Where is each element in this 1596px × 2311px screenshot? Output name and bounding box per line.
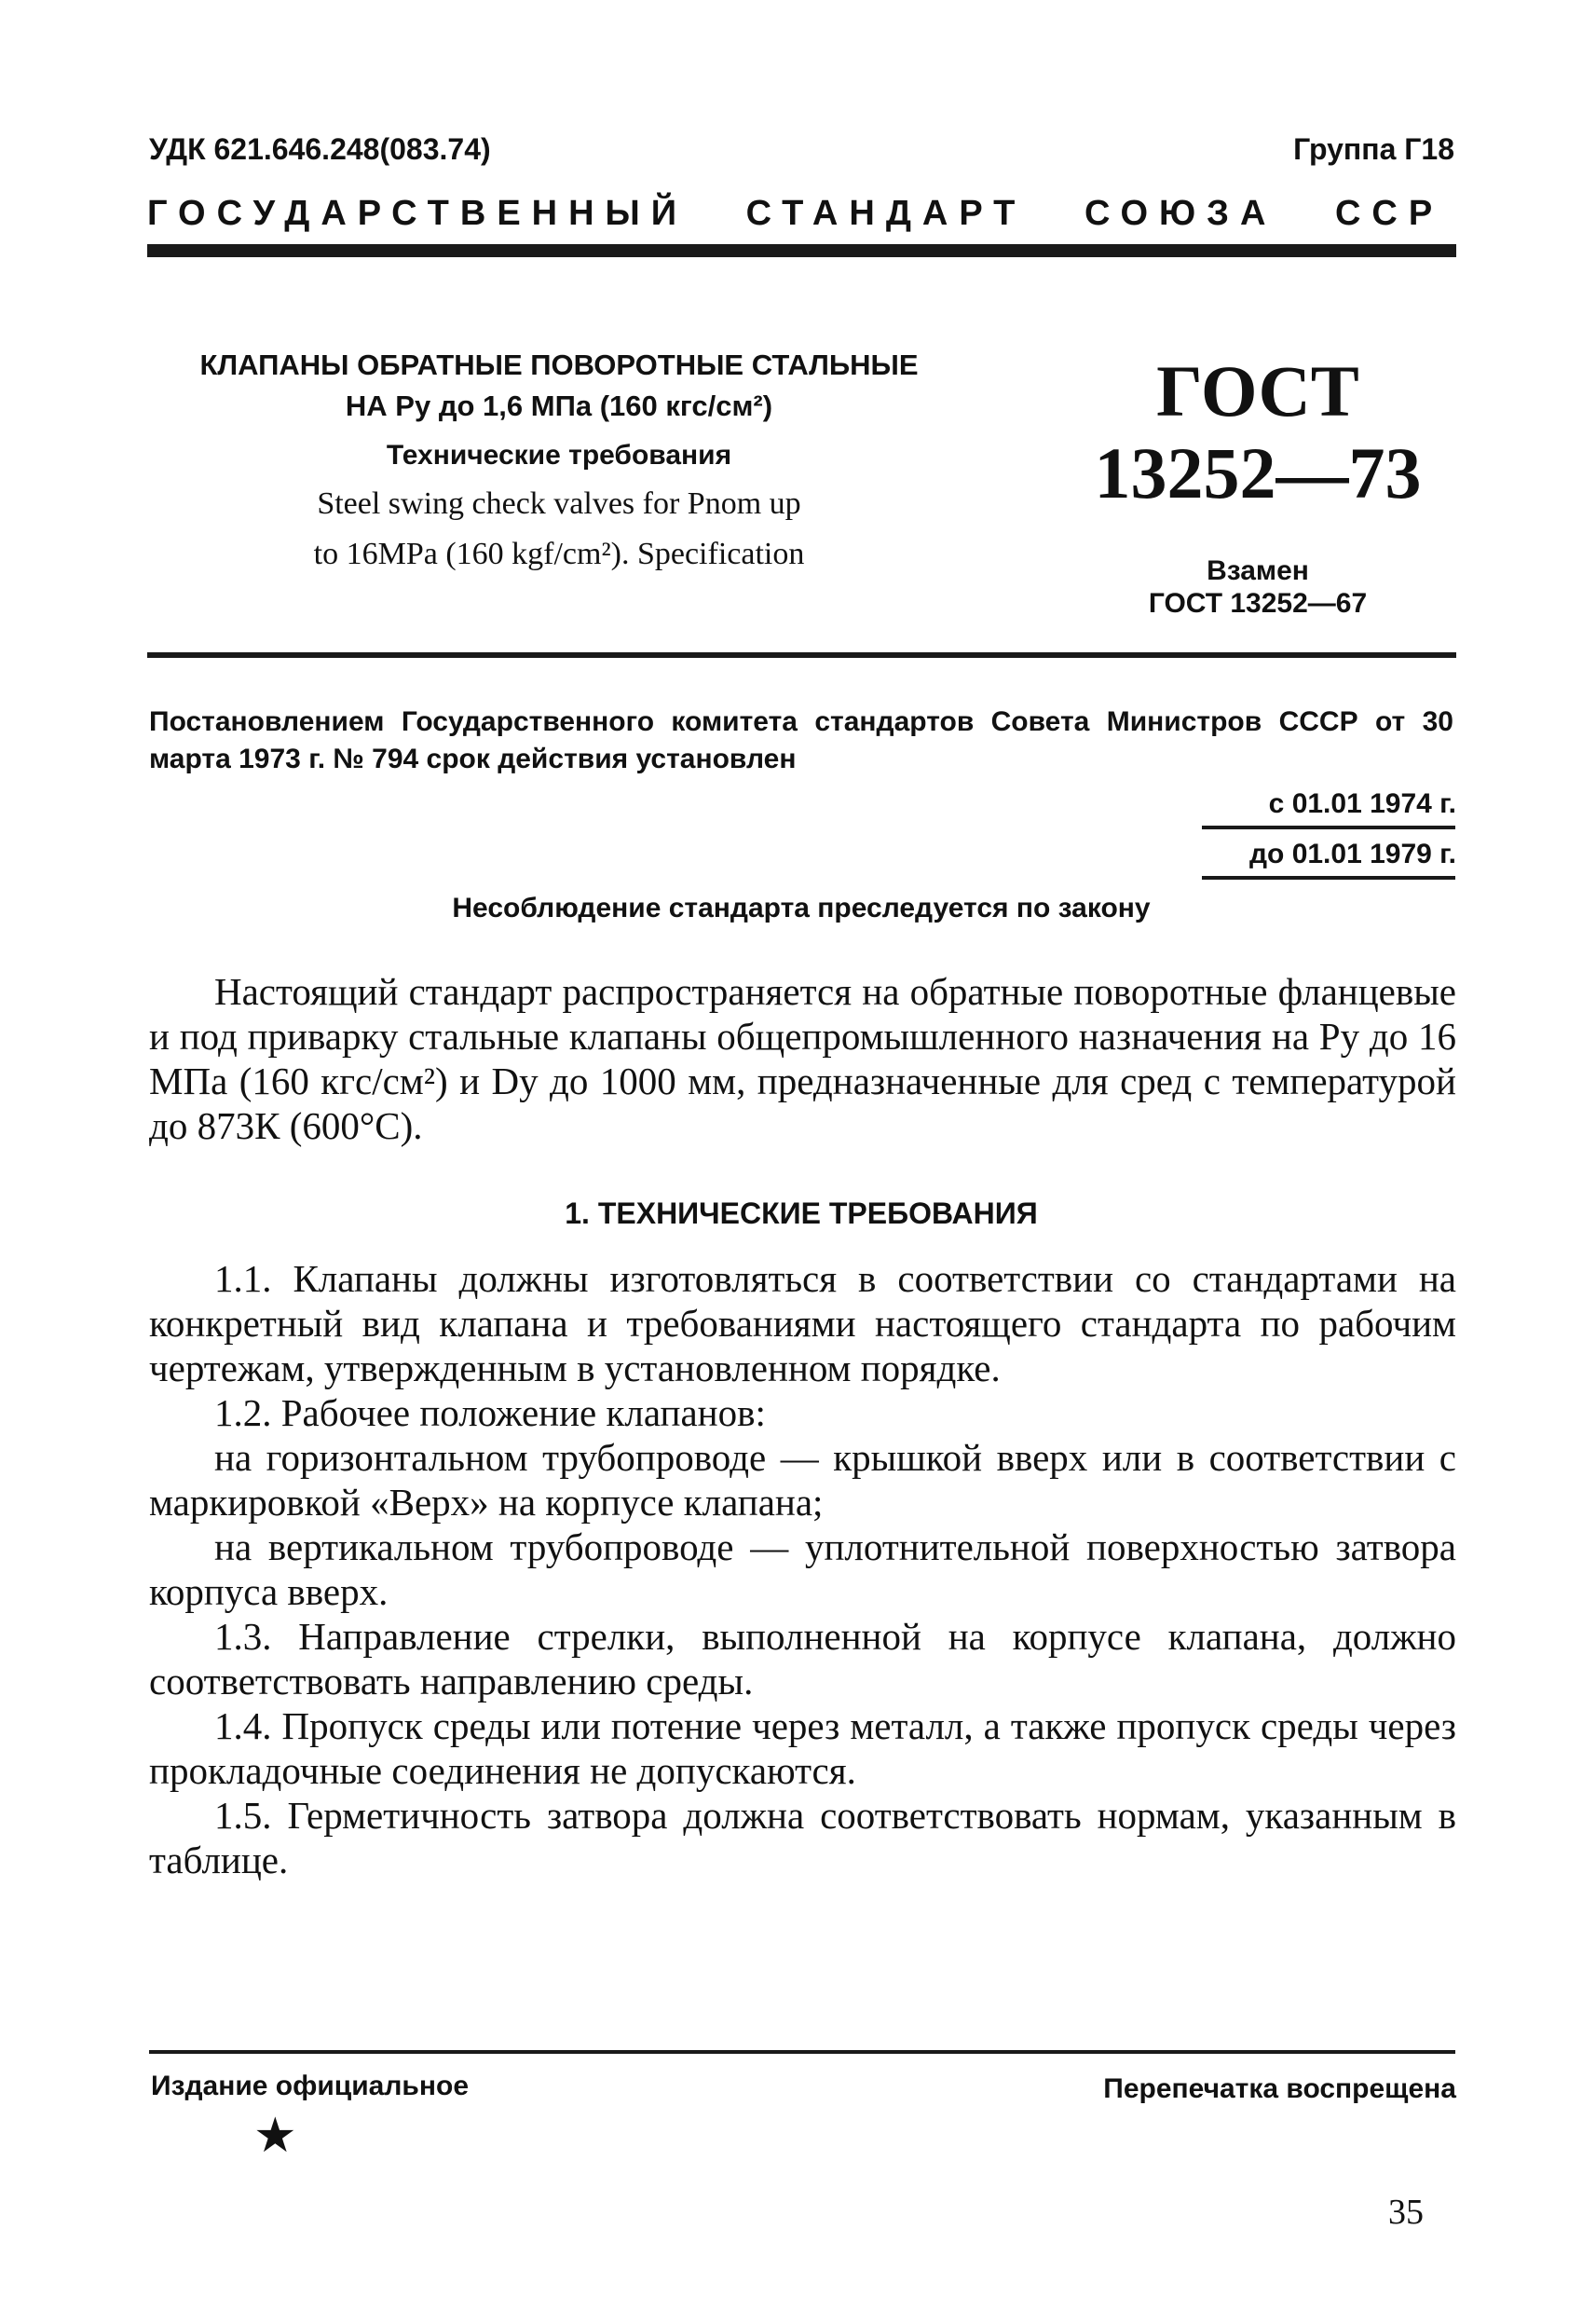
header-rule (147, 244, 1456, 257)
date-underline-1 (1202, 826, 1455, 829)
clause-1-2-vertical: на вертикальном трубопроводе — уплотнительной поверхностью затвора корпуса вверх. (149, 1525, 1456, 1613)
state-standard-heading: ГОСУДАРСТВЕННЫЙ СТАНДАРТ СОЮЗА ССР (147, 194, 1444, 233)
effective-to-date: до 01.01 1979 г. (1248, 839, 1456, 869)
section-title: 1. ТЕХНИЧЕСКИЕ ТРЕБОВАНИЯ (565, 1197, 1038, 1230)
title-block (168, 345, 950, 572)
effective-from-date: с 01.01 1974 г. (1268, 788, 1456, 819)
clause-1-2-horizontal: на горизонтальном трубопроводе — крышкой вверх или в соответствии с маркировкой «Верх» на корпусе клапана; (149, 1436, 1456, 1524)
english-title-line-1: Steel swing check valves for Pnom up (317, 486, 801, 521)
title-line-1: КЛАПАНЫ ОБРАТНЫЕ ПОВОРОТНЫЕ СТАЛЬНЫЕ (199, 349, 919, 381)
clause-1-3: 1.3. Направление стрелки, выполненной на корпусе клапана, должно соответствовать направлению среды. (149, 1615, 1456, 1702)
udk-code: УДК 621.646.248(083.74) (149, 132, 491, 166)
gost-label: ГОСТ (1156, 350, 1359, 431)
date-underline-2 (1202, 876, 1455, 880)
reprint-prohibited-label: Перепечатка воспрещена (1103, 2073, 1456, 2104)
clause-1-4: 1.4. Пропуск среды или потение через металл, а также пропуск среды через прокладочные соединения не допускаются. (149, 1704, 1456, 1792)
replaces-number: ГОСТ 13252—67 (1148, 588, 1368, 619)
title-subtitle: Технические требования (386, 440, 732, 471)
official-edition-label: Издание официальное (151, 2071, 470, 2101)
title-rule (147, 652, 1456, 658)
page-number: 35 (1388, 2193, 1424, 2232)
intro-section (149, 969, 1456, 1148)
law-notice: Несоблюдение стандарта преследуется по закону (452, 893, 1151, 923)
requirements-list (149, 1256, 1456, 1882)
decree-text: Постановлением Государственного комитета стандартов Совета Министров СССР от 30 марта 1973 г. № 794 срок действия установлен (149, 706, 1453, 774)
title-line-2: НА Pу до 1,6 МПа (160 кгс/см²) (345, 390, 773, 422)
gost-number: 13252—73 (1094, 432, 1422, 513)
star-icon: ★ (253, 2108, 297, 2164)
clause-1-1: 1.1. Клапаны должны изготовляться в соответствии со стандартами на конкретный вид клапана и требованиями настоящего стандарта по рабочим чертежам, утвержденным в установленном порядке. (149, 1257, 1456, 1389)
footer-rule (149, 2050, 1455, 2054)
clause-1-2: 1.2. Рабочее положение клапанов: (214, 1391, 766, 1434)
intro-paragraph: Настоящий стандарт распространяется на обратные поворотные фланцевые и под приварку стальные клапаны общепромышленного назначения на Pу до 16 МПа (160 кгс/см²) и Dу до 1000 мм, предназначенные для сред с температурой до 873К (600°С). (149, 970, 1456, 1147)
english-title-line-2: to 16MPa (160 kgf/cm²). Specification (313, 537, 805, 571)
gost-block (1071, 352, 1444, 621)
replaces-label: Взамен (1207, 555, 1309, 586)
group-code: Группа Г18 (1293, 132, 1454, 166)
clause-1-5: 1.5. Герметичность затвора должна соответствовать нормам, указанным в таблице. (149, 1794, 1456, 1881)
